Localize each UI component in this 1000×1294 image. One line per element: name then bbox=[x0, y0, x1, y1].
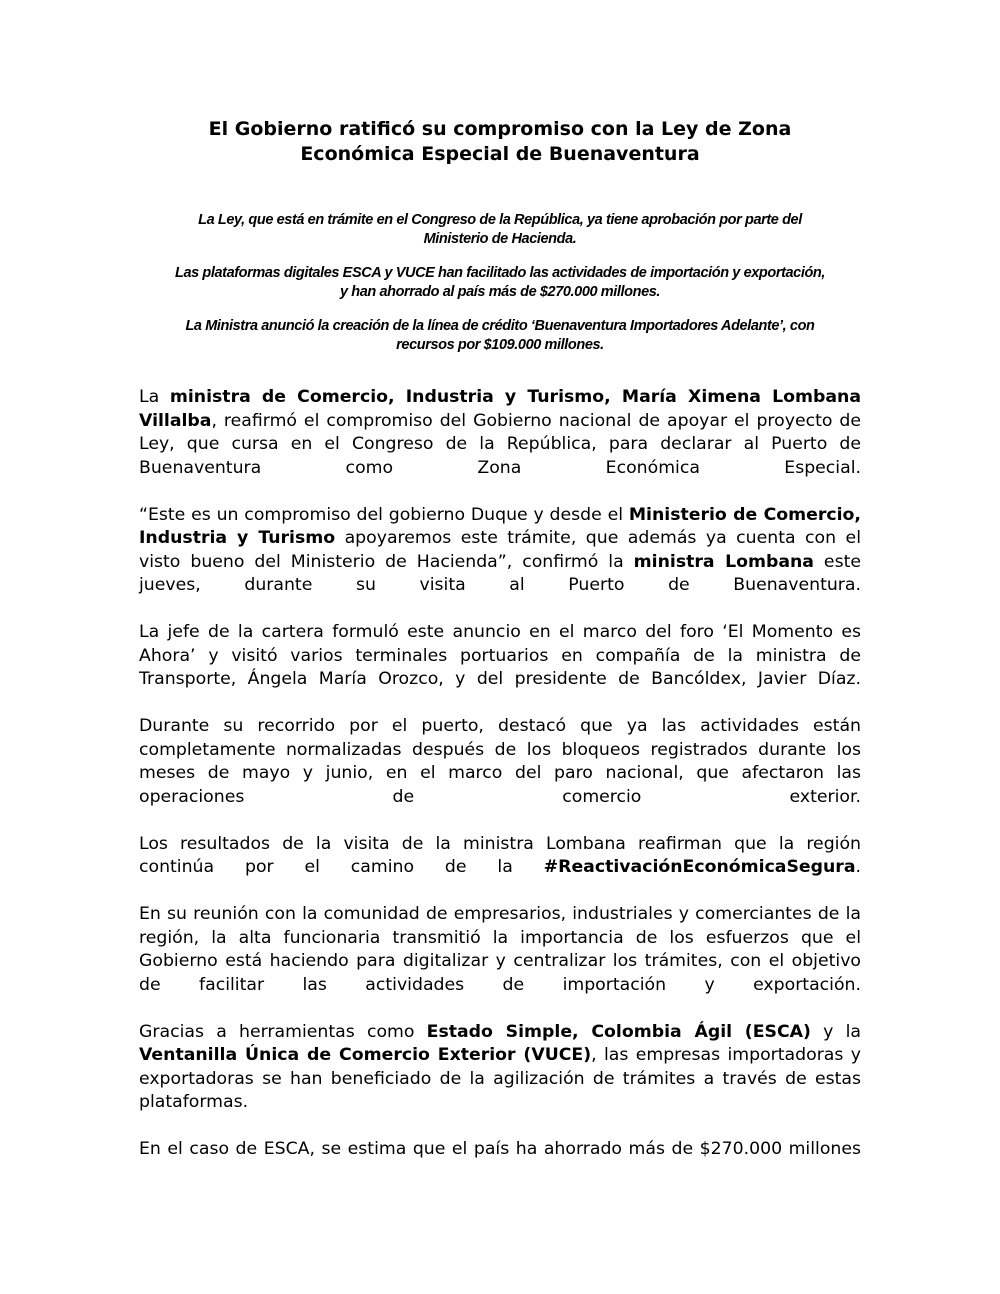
body-paragraph bbox=[139, 833, 861, 880]
subtitle bbox=[140, 264, 860, 302]
paragraph-text: “Este es un compromiso del gobierno Duque y desde el bbox=[139, 504, 629, 525]
bold-text: ministra Lombana bbox=[633, 551, 814, 572]
paragraph-text: En su reunión con la comunidad de empresarios, industriales y comerciantes de la región, la alta funcionaria transmitió la importancia de los esfuerzos que el Gobierno está haciendo para digitalizar y centralizar los trámites, con el objetivo de facilitar las actividades de importación y exportación. bbox=[139, 904, 861, 995]
body-paragraph bbox=[139, 903, 861, 997]
paragraph-text: . bbox=[855, 857, 861, 877]
subtitle-line: recursos por $109.000 millones. bbox=[396, 337, 604, 353]
bold-text: Ventanilla Única de Comercio Exterior (VUCE) bbox=[139, 1045, 592, 1065]
paragraph-text: Los resultados de la visita de la ministra Lombana reafirman que la región continúa por el camino de la bbox=[139, 833, 861, 877]
subtitle-line: Las plataformas digitales ESCA y VUCE han facilitado las actividades de importación y exportación, bbox=[174, 265, 826, 281]
body-paragraph bbox=[139, 1021, 861, 1115]
body-paragraph bbox=[139, 504, 861, 598]
subtitle-block bbox=[140, 211, 860, 370]
body-paragraph bbox=[139, 715, 861, 809]
body-paragraph bbox=[139, 621, 861, 692]
bold-text: ministra de Comercio, Industria y Turismo, María Ximena Lombana Villalba bbox=[139, 387, 861, 431]
paragraph-text: , reafirmó el compromiso del Gobierno nacional de apoyar el proyecto de Ley, que cursa en el Congreso de la República, para declarar al Puerto de Buenaventura como Zona Económica Especial. bbox=[139, 410, 861, 478]
body-paragraph bbox=[139, 386, 861, 480]
subtitle-line: La Ministra anunció la creación de la línea de crédito ‘Buenaventura Importadores Adelante’, con bbox=[185, 318, 815, 334]
paragraph-text: este jueves, durante su visita al Puerto de Buenaventura. bbox=[139, 551, 861, 595]
body-paragraph bbox=[139, 1138, 861, 1162]
paragraph-text: , las empresas importadoras y exportadoras se han beneficiado de la agilización de trámites a través de estas plataformas. bbox=[139, 1045, 861, 1112]
paragraph-text: Durante su recorrido por el puerto, destacó que ya las actividades están completamente normalizadas después de los bloqueos registrados durante los meses de mayo y junio, en el marco del paro nacional, que afectaron las operaciones de comercio exterior. bbox=[139, 716, 861, 807]
subtitle-line: La Ley, que está en trámite en el Congreso de la República, ya tiene aprobación por parte del bbox=[198, 212, 802, 228]
paragraph-text: apoyaremos este trámite, que además ya cuenta con el visto bueno del Ministerio de Hacienda”, confirmó la bbox=[139, 528, 861, 572]
paragraph-text: La jefe de la cartera formuló este anuncio en el marco del foro ‘El Momento es Ahora’ y visitó varios terminales portuarios en compañía de la ministra de Transporte, Ángela María Orozco, y del presidente de Bancóldex, Javier Díaz. bbox=[139, 622, 861, 689]
subtitle-line: y han ahorrado al país más de $270.000 millones. bbox=[339, 284, 661, 300]
bold-text: #ReactivaciónEconómicaSegura bbox=[543, 857, 856, 877]
subtitle bbox=[140, 211, 860, 249]
bold-text: Estado Simple, Colombia Ágil (ESCA) bbox=[426, 1021, 811, 1042]
title-line: Económica Especial de Buenaventura bbox=[300, 143, 700, 165]
paragraph-text: Gracias a herramientas como bbox=[139, 1021, 427, 1042]
subtitle-line: Ministerio de Hacienda. bbox=[423, 231, 577, 247]
paragraph-text: La bbox=[139, 387, 170, 407]
bold-text: Ministerio de Comercio, Industria y Turismo bbox=[139, 504, 861, 548]
article-body bbox=[139, 386, 861, 1185]
paragraph-text: En el caso de ESCA, se estima que el país ha ahorrado más de $270.000 millones bbox=[139, 1139, 861, 1159]
title-line: El Gobierno ratificó su compromiso con la Ley de Zona bbox=[208, 118, 792, 140]
paragraph-text: y la bbox=[810, 1021, 861, 1042]
document-title bbox=[140, 117, 860, 167]
subtitle bbox=[140, 317, 860, 355]
